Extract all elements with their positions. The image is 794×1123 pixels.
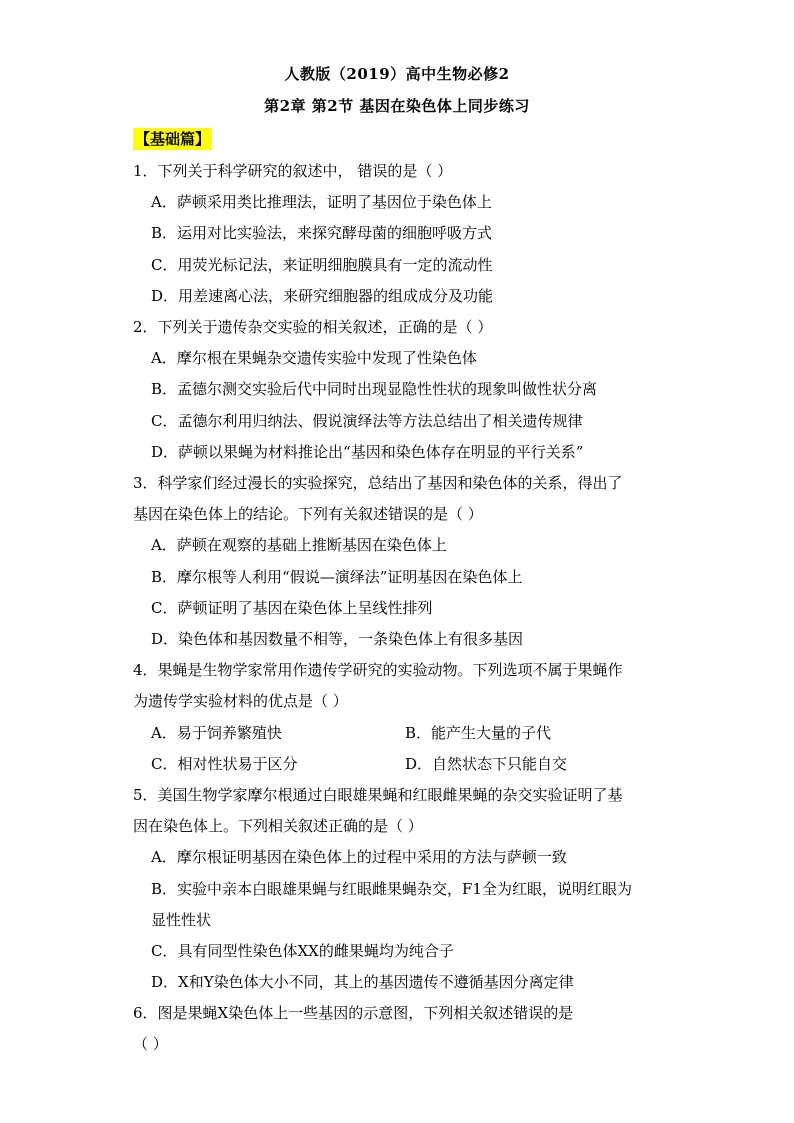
question-4-stem-line2: 为遗传学实验材料的优点是（ ） [133, 692, 348, 710]
question-3-stem-line1: 3．科学家们经过漫长的实验探究，总结出了基因和染色体的关系，得出了 [133, 474, 623, 492]
question-4-option-c: C．相对性状易于区分 [151, 755, 298, 773]
question-1-option-c: C．用荧光标记法，来证明细胞膜具有一定的流动性 [151, 256, 493, 274]
document-subtitle: 第2章 第2节 基因在染色体上同步练习 [264, 97, 530, 115]
section-tag-basic: 【基础篇】 [135, 130, 211, 148]
question-5-option-b-line1: B．实验中亲本白眼雄果蝇与红眼雌果蝇杂交，F1全为红眼，说明红眼为 [151, 880, 632, 898]
question-1-option-a: A．萨顿采用类比推理法，证明了基因位于染色体上 [151, 193, 492, 211]
question-5-option-c: C．具有同型性染色体XX的雌果蝇均为纯合子 [151, 942, 454, 960]
question-4-stem-line1: 4．果蝇是生物学家常用作遗传学研究的实验动物。下列选项不属于果蝇作 [133, 661, 623, 679]
question-2-option-a: A．摩尔根在果蝇杂交遗传实验中发现了性染色体 [151, 349, 477, 367]
question-4-option-b: B．能产生大量的子代 [405, 724, 552, 742]
question-3-option-d: D．染色体和基因数量不相等，一条染色体上有很多基因 [151, 630, 524, 648]
question-2-stem: 2．下列关于遗传杂交实验的相关叙述，正确的是（ ） [133, 318, 493, 336]
question-3-stem-line2: 基因在染色体上的结论。下列有关叙述错误的是（ ） [133, 505, 483, 523]
question-3-option-a: A．萨顿在观察的基础上推断基因在染色体上 [151, 536, 447, 554]
question-4-option-d: D．自然状态下只能自交 [405, 755, 568, 773]
question-1-option-b: B．运用对比实验法，来探究酵母菌的细胞呼吸方式 [151, 224, 493, 242]
question-3-option-b: B．摩尔根等人利用“假说—演绎法”证明基因在染色体上 [151, 568, 523, 586]
question-5-stem-line2: 因在染色体上。下列相关叙述正确的是（ ） [133, 817, 423, 835]
question-2-option-b: B．孟德尔测交实验后代中同时出现显隐性性状的现象叫做性状分离 [151, 380, 598, 398]
question-2-option-c: C．孟德尔利用归纳法、假说演绎法等方法总结出了相关遗传规律 [151, 412, 583, 430]
question-1-stem: 1．下列关于科学研究的叙述中， 错误的是（ ） [133, 162, 453, 180]
question-5-stem-line1: 5．美国生物学家摩尔根通过白眼雄果蝇和红眼雌果蝇的杂交实验证明了基 [133, 786, 623, 804]
question-4-option-a: A．易于饲养繁殖快 [151, 724, 282, 742]
question-6-stem-line2: （ ） [133, 1035, 168, 1053]
question-5-option-b-line2: 显性性状 [151, 911, 212, 929]
document-title: 人教版（2019）高中生物必修2 [284, 65, 510, 83]
question-5-option-a: A．摩尔根证明基因在染色体上的过程中采用的方法与萨顿一致 [151, 848, 567, 866]
question-3-option-c: C．萨顿证明了基因在染色体上呈线性排列 [151, 599, 433, 617]
question-6-stem-line1: 6．图是果蝇X染色体上一些基因的示意图，下列相关叙述错误的是 [133, 1004, 574, 1022]
question-5-option-d: D．X和Y染色体大小不同，其上的基因遗传不遵循基因分离定律 [151, 973, 574, 991]
question-1-option-d: D．用差速离心法，来研究细胞器的组成成分及功能 [151, 287, 494, 305]
question-2-option-d: D．萨顿以果蝇为材料推论出“基因和染色体存在明显的平行关系” [151, 443, 584, 461]
